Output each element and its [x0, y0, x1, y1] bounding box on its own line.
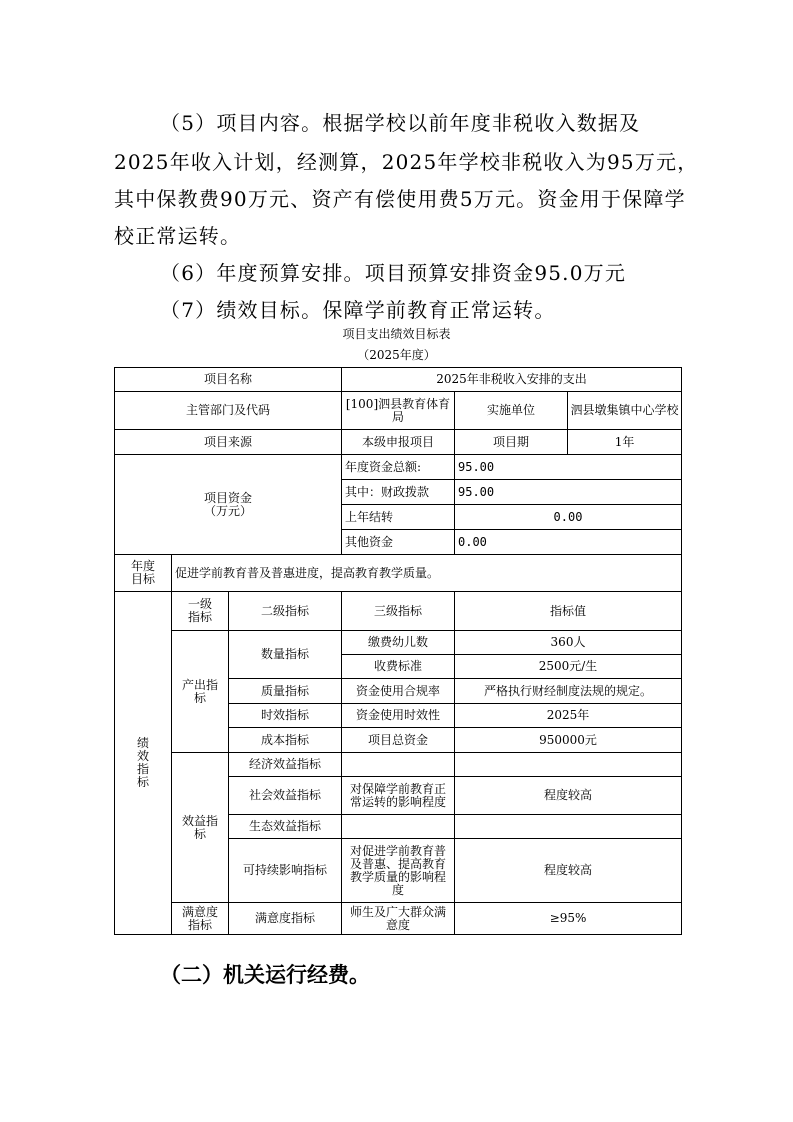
- paragraph-project-content-1: （5）项目内容。根据学校以前年度非税收入数据及: [160, 111, 641, 135]
- eco-indicator-label: 生态效益指标: [229, 815, 342, 839]
- project-name-value: 2025年非税收入安排的支出: [342, 368, 682, 392]
- sustain-name-line3: 教学质量的影响程: [349, 869, 446, 884]
- paragraph-performance-goal: （7）绩效目标。保障学前教育正常运转。: [160, 298, 556, 322]
- table-title: 项目支出绩效目标表: [342, 327, 451, 341]
- header-level2: 二级指标: [229, 592, 342, 631]
- sustain-indicator-label: 可持续影响指标: [229, 839, 342, 903]
- funds-other-label: 其他资金: [342, 530, 455, 555]
- header-level1: [172, 592, 229, 631]
- sustain-name-line2: 及普惠、提高教育: [349, 856, 446, 871]
- header-value: 指标值: [455, 592, 682, 631]
- funds-other-value: 0.00: [455, 530, 682, 555]
- impl-value: 泗县墩集镇中心学校: [568, 392, 682, 430]
- annual-goal-label-line1: 年度: [130, 559, 155, 573]
- benefit-indicators-label: [172, 753, 229, 903]
- social-name-line2: 常运转的影响程度: [349, 794, 446, 809]
- header-level3: 三级指标: [342, 592, 455, 631]
- quantity-children-name: 缴费幼儿数: [342, 631, 455, 655]
- satisfaction-label-line1: 满意度: [181, 904, 218, 919]
- annual-goal-label: [115, 555, 172, 592]
- table-year: （2025年度）: [357, 348, 436, 362]
- sustain-indicator-name: [342, 839, 455, 903]
- funds-label-line1: 项目资金: [203, 490, 252, 505]
- funds-label-line2: （万元）: [203, 503, 252, 518]
- satisfaction-name-line2: 意度: [385, 917, 410, 932]
- perf-label-char-2: 效: [136, 749, 149, 763]
- perf-label-char-3: 指: [136, 762, 149, 776]
- perf-label-char-4: 标: [136, 775, 149, 789]
- funds-fiscal-label: 其中：财政拨款: [342, 480, 455, 505]
- funds-total-value: 95.00: [455, 455, 682, 480]
- perf-label-char-1: 绩: [136, 736, 149, 750]
- annual-goal-text: 促进学前教育普及普惠进度，提高教育教学质量。: [172, 555, 682, 592]
- quantity-children-value: 360人: [455, 631, 682, 655]
- output-indicators-label: [172, 631, 229, 753]
- project-name-label: 项目名称: [115, 368, 342, 392]
- paragraph-project-content-3: 其中保教费90万元、资产有偿使用费5万元。资金用于保障学: [114, 187, 686, 211]
- satisfaction-indicator-label: 满意度指标: [229, 903, 342, 935]
- dept-value: [100]泗县教育体育局: [342, 392, 455, 430]
- header-level1-line2: 指标: [187, 610, 212, 624]
- cost-indicator-name: 项目总资金: [342, 728, 455, 753]
- social-indicator-label: 社会效益指标: [229, 777, 342, 815]
- output-label-line2: 标: [193, 690, 206, 705]
- dept-label: 主管部门及代码: [115, 392, 342, 430]
- eco-indicator-value: [455, 815, 682, 839]
- cost-indicator-label: 成本指标: [229, 728, 342, 753]
- header-level1-line1: 一级: [187, 597, 212, 611]
- eco-indicator-name: [342, 815, 455, 839]
- paragraph-project-content-2: 2025年收入计划，经测算，2025年学校非税收入为95万元，: [114, 150, 699, 174]
- timeliness-indicator-name: 资金使用时效性: [342, 704, 455, 728]
- funds-carryover-label: 上年结转: [342, 505, 455, 530]
- satisfaction-indicator-value: ≥95%: [455, 903, 682, 935]
- social-indicator-name: [342, 777, 455, 815]
- funds-label: [115, 455, 342, 555]
- sustain-name-line1: 对促进学前教育普: [349, 843, 446, 858]
- quality-indicator-name: 资金使用合规率: [342, 679, 455, 704]
- social-name-line1: 对保障学前教育正: [349, 781, 446, 796]
- funds-total-label: 年度资金总额:: [342, 455, 455, 480]
- paragraph-budget: （6）年度预算安排。项目预算安排资金95.0万元: [160, 261, 627, 285]
- timeliness-indicator-label: 时效指标: [229, 704, 342, 728]
- satisfaction-indicator-name: [342, 903, 455, 935]
- quantity-fee-value: 2500元/生: [455, 655, 682, 679]
- social-indicator-value: 程度较高: [455, 777, 682, 815]
- performance-table: [114, 367, 682, 935]
- period-label: 项目期: [455, 430, 568, 455]
- economic-indicator-label: 经济效益指标: [229, 753, 342, 777]
- quality-indicator-label: 质量指标: [229, 679, 342, 704]
- annual-goal-label-line2: 目标: [130, 572, 155, 586]
- economic-indicator-name: [342, 753, 455, 777]
- satisfaction-label-line2: 指标: [187, 917, 212, 932]
- quantity-indicator-label: 数量指标: [229, 631, 342, 679]
- impl-label: 实施单位: [455, 392, 568, 430]
- sustain-indicator-value: 程度较高: [455, 839, 682, 903]
- source-value: 本级申报项目: [342, 430, 455, 455]
- timeliness-indicator-value: 2025年: [455, 704, 682, 728]
- performance-indicators-label: [115, 592, 172, 935]
- quantity-fee-name: 收费标准: [342, 655, 455, 679]
- funds-fiscal-value: 95.00: [455, 480, 682, 505]
- paragraph-project-content-4: 校正常运转。: [114, 224, 242, 248]
- benefit-label-line1: 效益指: [181, 813, 218, 828]
- source-label: 项目来源: [115, 430, 342, 455]
- section-heading: （二）机关运行经费。: [160, 963, 370, 987]
- satisfaction-name-line1: 师生及广大群众满: [349, 904, 446, 919]
- period-value: 1年: [568, 430, 682, 455]
- funds-carryover-value: 0.00: [455, 505, 682, 530]
- cost-indicator-value: 950000元: [455, 728, 682, 753]
- output-label-line1: 产出指: [181, 677, 218, 692]
- satisfaction-indicators-label: [172, 903, 229, 935]
- economic-indicator-value: [455, 753, 682, 777]
- quality-indicator-value: 严格执行财经制度法规的规定。: [455, 679, 682, 704]
- benefit-label-line2: 标: [193, 826, 206, 841]
- sustain-name-line4: 度: [391, 882, 404, 897]
